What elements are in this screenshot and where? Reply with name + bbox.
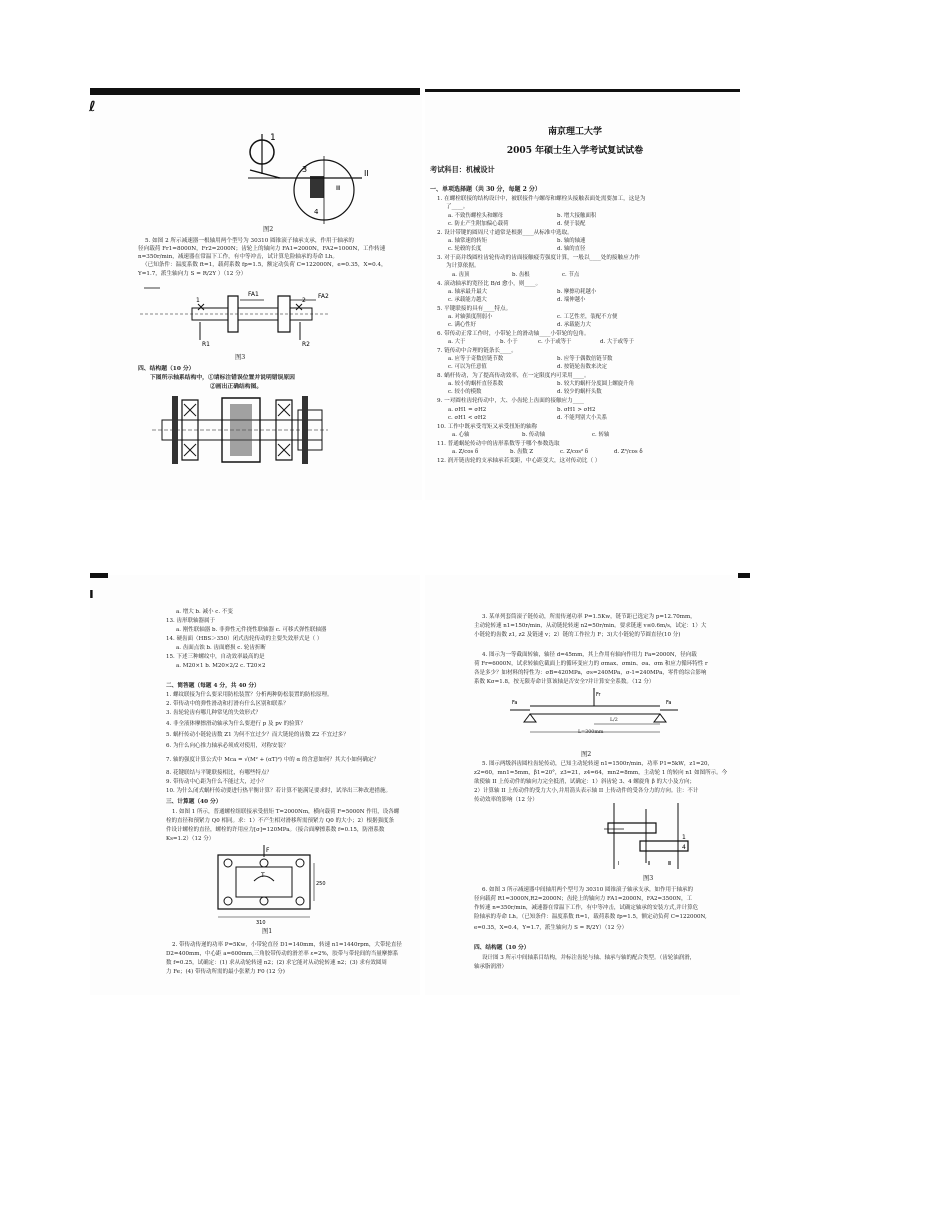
svg-text:FA1: FA1: [248, 291, 259, 298]
q7-opt-b: b. 应等于偶数倍链节数: [557, 356, 613, 362]
q6-opt-b: b. 小于: [500, 339, 518, 345]
svg-text:4: 4: [314, 208, 319, 216]
svg-text:Ⅰ: Ⅰ: [618, 861, 620, 867]
q11-opt-a: a. Z/cos δ: [452, 449, 479, 455]
q4-opt-c: c. 承载能力越大: [448, 297, 487, 303]
q1-opt-a: a. 不致伤螺栓头和螺母: [448, 213, 504, 219]
q3-opt-c: c. 节点: [562, 272, 580, 278]
question-5-line-2: 径向载荷 Fr1=8000N，Fr2=2000N；齿轮上的轴向力 FA1=2000N，FA2=1000N，工作转速: [138, 246, 386, 252]
br-line-3: 小链轮的齿数 z1, z2 及链速 v；2）链的工作拉力 F；3)大小链轮的节圆直径(10 分): [474, 632, 681, 638]
q8-opt-c: c. 较小的模数: [448, 389, 482, 395]
bl-line-11: 3. 齿轮轮齿有哪几种常见的失效形式？: [166, 710, 261, 716]
br-line-1: 3. 某单列套筒滚子链传动，所需传递功率 P=1.5Kw，链节距已选定为 p=12.70mm，: [482, 614, 696, 620]
svg-text:1: 1: [682, 834, 686, 841]
q7-opt-a: a. 应等于奇数倍链节数: [448, 356, 504, 362]
q5-line: 5. 平键联接的具有____特点。: [437, 306, 512, 312]
q11-opt-d: d. Z³/cos δ: [614, 449, 643, 455]
br-line-19: 设计图 3 所示中间轴系目结构，并标注齿轮与轴、轴承与轴的配合类型。（齿轮油润滑，: [482, 955, 696, 961]
q10-opt-b: b. 传动轴: [522, 432, 546, 438]
br-line-17: e=0.35，X=0.4，Y=1.7，派生轴向力 S = R/2Y）（12 分）: [474, 925, 628, 931]
figure-1-caption: 图1: [262, 928, 273, 935]
br-line-4: 4. 图示为一等截面转轴，轴径 d=45mm，其上作用有轴向作用力 Fa=2000N，径向载: [482, 652, 697, 658]
bl-line-25: D2=400mm，中心距 a=600mm,三角胶带传动的滑差率 ε=2%，胶带与带轮间的当量摩擦系: [166, 951, 399, 957]
section-4-heading: 四、结构题（10 分）: [138, 366, 195, 372]
br-section-4-heading: 四、结构题（10 分）: [474, 945, 530, 951]
bl-line-24: 2. 带传动传递的功率 P=5Kw，小带轮直径 D1=140mm，转速 n1=1440rpm，大带轮直径: [172, 942, 402, 948]
q8-opt-b: b. 较大的蜗杆分度圆上螺旋升角: [557, 381, 634, 387]
br-line-6: 各是多少？如材料的特性为：σB=420MPa，σs=240MPa，σ-1=240MPa，零件的综合影响: [474, 670, 707, 676]
section-4-line-1: 下图所示轴系结构中，①请标注错误位置并说明错误原因: [150, 375, 295, 381]
bl-line-2: 13. 齿形联轴器属于: [166, 618, 215, 624]
q8-opt-a: a. 较小的蜗杆直径系数: [448, 381, 504, 387]
section-1-heading: 一、单项选择题（共 30 分，每题 2 分）: [430, 186, 541, 193]
bl-line-10: 2. 带传动中的弹性滑动和打滑有什么区别和联系？: [166, 701, 289, 707]
svg-text:Fr: Fr: [596, 692, 601, 698]
figure-3-caption-br: 图3: [643, 875, 654, 882]
figure-3-shaft-diagram: [140, 282, 336, 350]
q2-line: 2. 设计带键的圆周尺寸通常是根据____从标准中选取。: [437, 230, 573, 236]
svg-text:Ⅱ: Ⅱ: [648, 861, 651, 867]
q10-opt-c: c. 转轴: [592, 432, 610, 438]
question-5-line-1: 5. 如图 2 所示减速器一根轴用两个型号为 30310 圆锥滚子轴承支承，作用于轴承的: [145, 238, 354, 244]
q4-opt-a: a. 轴承最升最大: [448, 289, 487, 295]
q7-opt-c: c. 可以为任意值: [448, 364, 487, 370]
q9-opt-b: b. σH1 > σH2: [557, 407, 596, 413]
q3-opt-b: b. 齿根: [512, 272, 530, 278]
q1-opt-c: c. 防止产生附加偏心载荷: [448, 221, 509, 227]
q10-opt-a: a. 心轴: [452, 432, 470, 438]
bl-line-5: a. 齿面点蚀 b. 齿面磨损 c. 轮齿折断: [176, 645, 266, 651]
dim-total-length: L=300mm: [578, 730, 604, 735]
q6-line: 6. 带传动正常工作时，小带轮上的滑动轴____小带轮的包角。: [437, 331, 590, 337]
q5-opt-b: c. 工艺性差，装配不方便: [557, 314, 618, 320]
figure-1-bolt-group: [214, 845, 324, 925]
svg-text:Ⅲ: Ⅲ: [336, 185, 341, 192]
svg-text:FA2: FA2: [318, 293, 329, 300]
q5-opt-a: a. 对轴强度削弱小: [448, 314, 493, 320]
q7-opt-d: d. 按链轮齿数来决定: [557, 364, 608, 370]
q1-opt-d: d. 便于装配: [557, 221, 586, 227]
bl-line-23: Ks=1.2）（12 分）: [166, 836, 215, 842]
section-4-line-2: ②画出正确结构图。: [210, 384, 263, 390]
svg-text:Fa: Fa: [512, 700, 518, 706]
bl-line-1: a. 增大 b. 减小 c. 不变: [176, 609, 233, 615]
q4-line: 4. 滚动轴承的宽径比 B/d 愈小，则____。: [437, 281, 542, 287]
bl-line-3: a. 刚性联轴器 b. 非弹性元件挠性联轴器 c. 可移式弹性联轴器: [176, 627, 327, 633]
svg-text:Ⅲ: Ⅲ: [668, 861, 672, 867]
bl-line-14: 6. 为什么向心推力轴承必须成对使用，对称安装？: [166, 743, 289, 749]
br-line-13: 6. 如图 3 所示减速器中间轴用两个型号为 30310 圆锥滚子轴承支承，如作用于轴承的: [482, 887, 693, 893]
br-line-9: z2=60，mn1=5mm，β1=20°，z3=21，z4=64，mn2=8mm，主动轮 1 的转向 n1 如图所示。今: [474, 770, 728, 776]
figure-2-caption: 图2: [263, 226, 274, 233]
q9-opt-c: c. σH1 < σH2: [448, 415, 487, 421]
svg-text:1: 1: [270, 133, 276, 143]
q6-opt-a: a. 大于: [448, 339, 466, 345]
svg-text:F: F: [266, 847, 270, 854]
br-line-16: 险轴承的寿命 Lh。（已知条件：温度系数 ft=1，载荷系数 fp=1.5，额定动负荷 C=122000N,: [474, 914, 707, 920]
q1-opt-b: b. 增大接触面积: [557, 213, 597, 219]
svg-text:3: 3: [302, 165, 308, 174]
q4-opt-b: b. 摩擦功耗越小: [557, 289, 597, 295]
br-line-2: 主动轮转速 n1=150r/min，从动链轮转速 n2=50r/min。要求链速 v≤0.6m/s，试定：1）大: [474, 623, 707, 629]
svg-text:R2: R2: [302, 341, 310, 348]
svg-text:250: 250: [316, 881, 326, 887]
figure-3-gear-train: [600, 803, 692, 873]
exam-title: 2005 年硕士生入学考试复试试卷: [506, 146, 644, 156]
q6-opt-c: c. 小于或等于: [538, 339, 572, 345]
svg-text:II: II: [364, 169, 369, 178]
q9-opt-d: d. 不能判别大小关系: [557, 415, 608, 421]
q4-opt-d: d. 端伸越小: [557, 297, 586, 303]
q11-line: 11. 普通蜗轮传动中的齿形系数等于哪个参数选取: [437, 441, 560, 447]
q8-line: 8. 蜗杆传动，为了提高传动效率，在一定限度内可采用____。: [437, 373, 590, 379]
q3-line-1: 3. 对于高并线圆柱齿轮传动的齿面接触疲劳强度计算，一般以____处的接触应力作: [437, 255, 640, 261]
q2-opt-a: a. 轴常速的转矩: [448, 238, 487, 244]
bl-line-13: 5. 蜗杆传动小链轮齿数 Z1 为何不宜过少？而大链轮的齿数 Z2 不宜过多？: [166, 732, 349, 738]
br-line-15: 作转速 n=350r/min，减速器在常温下工作，有中等冲击，试确定轴承的安装方式,并计算危: [474, 905, 699, 911]
bl-line-18: 10. 为什么闭式蜗杆传动要进行热平衡计算？若计算不能满足要求时，试举出三种改进措施。: [166, 788, 391, 794]
br-line-12: 传动效率的影响（12 分）: [474, 797, 538, 803]
q2-opt-d: d. 轴的直径: [557, 246, 586, 252]
scan-edge-top-left: [90, 88, 420, 95]
structure-drawing: [152, 394, 332, 466]
svg-text:R1: R1: [202, 341, 210, 348]
br-line-7: 系数 Kσ=1.8，按无限寿命计算该轴是否安全?并计算安全系数。（12 分）: [474, 679, 655, 685]
section-2-heading: 二、简答题（每题 4 分，共 40 分）: [166, 683, 260, 689]
q9-opt-a: a. σH1 = σH2: [448, 407, 487, 413]
bl-line-12: 4. 非全液体摩擦滑动轴承为什么要进行 p 及 pv 的验算？: [166, 721, 306, 727]
q1-line-2: 了____。: [446, 204, 469, 210]
exam-subject: 考试科目：机械设计: [430, 165, 495, 174]
dim-half-length: L/2: [610, 718, 618, 723]
q10-line: 10. 工作中既承受弯矩又承受扭矩的轴称: [437, 424, 538, 430]
bl-line-6: 15. 下述三种螺纹中，自动效率最高的是: [166, 654, 265, 660]
bl-line-21: 栓的直径和预紧力 Q0 相同。求：1）不产生相对滑移所需预紧力 Q0 的大小；2）根据强度条: [166, 818, 395, 824]
q12-line: 12. 润开链齿轮的支承轴承若变距，中心距变大，这对传动比（ ）: [437, 458, 601, 464]
svg-text:310: 310: [256, 920, 266, 926]
q2-opt-c: c. 轮毂的长度: [448, 246, 482, 252]
figure-3-caption: 图3: [235, 354, 246, 361]
scan-mark-2: ı: [89, 586, 94, 602]
scan-mark: ℓ: [89, 99, 96, 115]
question-5-line-5: Y=1.7，派生轴向力 S = R/2Y ）（12 分）: [138, 271, 247, 277]
q2-opt-b: b. 轴的轴速: [557, 238, 586, 244]
q6-opt-d: d. 大于或等于: [600, 339, 634, 345]
question-5-line-4: （已知条件：温度系数 ft=1，载荷系数 fp=1.5，额定动负荷 C=122000N，e=0.35，X=0.4，: [142, 262, 387, 268]
q1-line-1: 1. 在螺栓联接的结构设计中，被联接件与螺母和螺栓头接触表面处需要加工，这是为: [437, 196, 646, 202]
br-line-11: 2）计算轴 II 上传动件的受力大小,并用箭头表示轴 II 上传动件的受各分力的方向。注：不计: [474, 788, 699, 794]
bl-line-20: 1. 如图 1 所示，普通螺栓组联接承受扭矩 T=2000Nm，横向载荷 F=5000N 作用，设各螺: [172, 809, 400, 815]
q5-opt-c: c. 满心性好: [448, 322, 477, 328]
figure-2-caption-br: 图2: [581, 751, 592, 758]
svg-text:2: 2: [302, 297, 306, 304]
svg-text:1: 1: [196, 297, 200, 304]
school-name: 南京理工大学: [547, 127, 602, 137]
q7-line: 7. 链传动中合理的链条长____。: [437, 348, 517, 354]
bl-line-15: 7. 轴的强度计算公式中 Mca = √(M² + (αT)²) 中的 α 的含意如何？其大小如何确定？: [166, 757, 379, 763]
bl-line-22: 件设计螺栓的直径，螺栓的许用应力[σ]=120MPa。（接合面摩擦系数 f=0.15，防滑系数: [166, 827, 385, 833]
svg-text:Fa: Fa: [666, 700, 672, 706]
bl-line-4: 14. 硬齿面（HBS＞350）闭式齿轮传动的主要失效形式是（ ）: [166, 636, 323, 642]
br-line-5: 荷 Fr=6000N，试求转轴危截面上的循环变应力的 σmax、σmin、σa、σm 和应力循环特性 r: [474, 661, 708, 667]
section-3-heading: 三、计算题（40 分）: [166, 799, 222, 805]
question-5-line-3: n=350r/min，减速器在常温下工作，有中等冲击，试计算危险轴承的寿命 Lh。: [138, 254, 338, 260]
scan-edge-bottom-right: [738, 573, 750, 578]
svg-text:4: 4: [682, 844, 686, 851]
q3-opt-a: a. 齿顶: [452, 272, 470, 278]
bl-line-27: 力 Fe；(4) 带传动所需的最小张紧力 F0 (12 分): [166, 969, 285, 975]
q11-opt-c: c. Z/cos² δ: [560, 449, 589, 455]
br-line-10: 欲使轴 II 上传动件的轴向力完全抵消，试确定：1）斜齿轮 3、4 螺旋角 β 的大小及方向；: [474, 779, 696, 785]
bl-line-26: 数 f=0.25，试确定：(1) 求从动轮转速 n2；(2) 求它能对从动轮转速 n2；(3) 求有效圆周: [166, 960, 387, 966]
q8-opt-d: d. 较少的蜗杆头数: [557, 389, 602, 395]
bl-line-7: a. M20×1 b. M20×2/2 c. T20×2: [176, 663, 266, 669]
br-line-8: 5. 图示两级斜齿圆柱齿轮传动，已知主动轮转速 n1=1500r/min，功率 P1=5kW，z1=20，: [482, 761, 713, 767]
bl-line-9: 1. 螺纹联接为什么要采用防松装置？分析两种防松装置的防松原理。: [166, 692, 333, 698]
scan-edge-top-right: [425, 89, 740, 92]
br-line-14: 径向载荷 R1=3000N,R2=2000N；齿轮上的轴向力 FA1=2000N，FA2=3500N，工: [474, 896, 692, 902]
bl-line-17: 9. 带传动中心距为什么不能过大，过小？: [166, 779, 267, 785]
bl-line-16: 8. 花键联结与平键联接相比，有哪些特点？: [166, 770, 272, 776]
svg-text:T: T: [261, 872, 265, 879]
br-line-20: 轴承脂润滑）: [474, 964, 508, 970]
scan-edge-bottom-left: [90, 573, 108, 578]
q5-opt-d: d. 承载能力大: [557, 322, 591, 328]
q9-line: 9. 一对圆柱齿轮传动中，大、小齿轮上齿面的接触应力____: [437, 398, 584, 404]
figure-2-gear-diagram: [240, 132, 370, 232]
q3-line-2: 为计算依据。: [446, 263, 480, 269]
q11-opt-b: b. 齿数 Z: [510, 449, 534, 455]
